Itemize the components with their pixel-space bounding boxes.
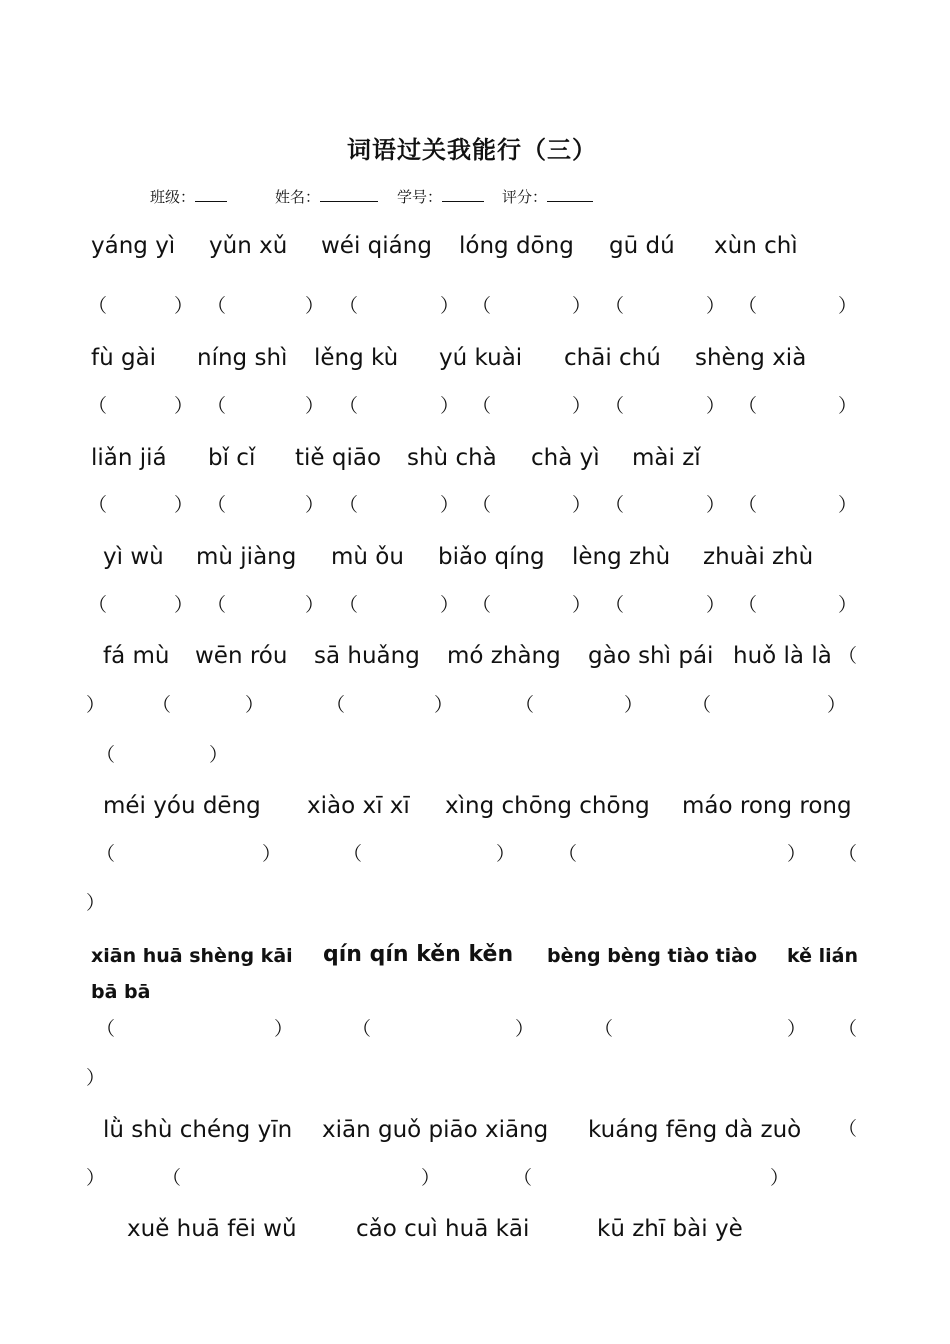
answer-bracket-close: ） [245,694,265,716]
answer-bracket-open: （ [692,694,712,716]
answer-bracket-close: ） [838,395,858,417]
answer-bracket-close: ） [572,295,592,317]
answer-bracket-open: （ [738,594,758,616]
pinyin-word: gào shì pái [588,643,714,669]
answer-bracket-open: （ [472,295,492,317]
answer-bracket-open: （ [152,694,172,716]
answer-bracket-open: （ [605,295,625,317]
student-id-blank[interactable] [442,187,484,202]
answer-bracket-open: （ [838,843,858,865]
answer-bracket-close: ） [305,594,325,616]
pinyin-word: fù gài [91,345,157,371]
answer-bracket-close: ） [305,395,325,417]
answer-bracket-open: （ [207,494,227,516]
answer-bracket-open: （ [343,843,363,865]
answer-bracket-close: ） [434,694,454,716]
pinyin-word: lǜ shù chéng yīn [103,1117,293,1143]
pinyin-word: xiào xī xī [307,793,410,819]
pinyin-word: liǎn jiá [91,445,167,471]
pinyin-word: fá mù [103,643,170,669]
answer-bracket-close: ） [515,1018,535,1040]
name-field [275,186,378,207]
pinyin-word: shèng xià [695,345,807,371]
answer-bracket-open: （ [515,694,535,716]
answer-bracket-close: ） [86,1067,106,1089]
answer-bracket-close: ） [706,295,726,317]
answer-bracket-close: ） [827,694,847,716]
class-field [150,186,227,207]
answer-bracket-open: （ [513,1167,533,1189]
answer-bracket-open: （ [207,395,227,417]
answer-bracket-open: （ [339,295,359,317]
pinyin-word: mù ǒu [331,544,404,570]
answer-bracket-open: （ [738,494,758,516]
pinyin-word: gū dú [609,233,675,259]
pinyin-word: xuě huā fēi wǔ [127,1216,297,1242]
pinyin-word: xiān huā shèng kāi [91,945,293,967]
pinyin-word: lěng kù [314,345,399,371]
class-blank[interactable] [195,187,227,202]
pinyin-word: bèng bèng tiào tiào [547,945,758,967]
pinyin-word: yú kuài [439,345,523,371]
answer-bracket-close: ） [706,494,726,516]
pinyin-word: mó zhàng [447,643,561,669]
pinyin-word: tiě qiāo [295,445,382,471]
answer-bracket-open: （ [88,494,108,516]
answer-bracket-open: （ [88,295,108,317]
answer-bracket-close: ） [86,1167,106,1189]
answer-bracket-open: （ [738,395,758,417]
pinyin-word: mài zǐ [632,445,701,471]
pinyin-word: yǔn xǔ [209,233,288,259]
pinyin-word: mù jiàng [196,544,297,570]
pinyin-word: kuáng fēng dà zuò [588,1117,802,1143]
pinyin-word: xìng chōng chōng [445,793,650,819]
answer-bracket-close: ） [787,1018,807,1040]
answer-bracket-close: ） [440,594,460,616]
answer-bracket-open: （ [339,594,359,616]
answer-bracket-open: （ [96,843,116,865]
pinyin-word: kě lián [787,945,858,967]
answer-bracket-close: ） [305,295,325,317]
answer-bracket-open: （ [352,1018,372,1040]
class-label: 班级： [150,188,196,206]
answer-bracket-open: （ [96,744,116,766]
pinyin-word: qín qín kěn kěn [323,942,514,967]
answer-bracket-close: ） [706,594,726,616]
page-title: 词语过关我能行（三） [347,136,597,164]
answer-bracket-close: ） [174,594,194,616]
pinyin-word: kū zhī bài yè [597,1216,743,1242]
answer-bracket-close: ） [624,694,644,716]
answer-bracket-open: （ [207,594,227,616]
pinyin-word: wéi qiáng [321,233,432,259]
answer-bracket-close: ） [174,395,194,417]
answer-bracket-close: ） [838,594,858,616]
answer-bracket-close: ） [174,494,194,516]
answer-bracket-close: ） [86,892,106,914]
pinyin-word: chāi chú [564,345,661,371]
answer-bracket-close: ） [440,395,460,417]
pinyin-word: chà yì [531,445,600,471]
pinyin-word: biǎo qíng [438,544,545,570]
answer-bracket-close: ） [770,1167,790,1189]
pinyin-word: yáng yì [91,233,176,259]
pinyin-word: cǎo cuì huā kāi [356,1216,530,1242]
answer-bracket-open: （ [472,594,492,616]
answer-bracket-open: （ [838,645,858,667]
answer-bracket-open: （ [838,1018,858,1040]
pinyin-word: yì wù [103,544,164,570]
answer-bracket-close: ） [305,494,325,516]
answer-bracket-close: ） [787,843,807,865]
student-id-field [397,186,484,207]
name-label: 姓名： [275,188,321,206]
answer-bracket-close: ） [706,395,726,417]
answer-bracket-open: （ [605,594,625,616]
answer-bracket-open: （ [594,1018,614,1040]
pinyin-word: shù chà [407,445,497,471]
answer-bracket-open: （ [88,594,108,616]
score-field [502,186,593,207]
score-label: 评分： [502,188,548,206]
pinyin-word: huǒ là là [733,643,832,669]
pinyin-word: sā huǎng [314,643,420,669]
pinyin-word: lóng dōng [459,233,574,259]
answer-bracket-close: ） [440,295,460,317]
answer-bracket-open: （ [162,1167,182,1189]
answer-bracket-open: （ [96,1018,116,1040]
answer-bracket-close: ） [262,843,282,865]
answer-bracket-open: （ [339,494,359,516]
answer-bracket-close: ） [421,1167,441,1189]
pinyin-word: zhuài zhù [703,544,814,570]
pinyin-word: lèng zhù [572,544,671,570]
pinyin-word: bǐ cǐ [208,445,256,471]
answer-bracket-open: （ [88,395,108,417]
answer-bracket-open: （ [558,843,578,865]
answer-bracket-open: （ [207,295,227,317]
student-id-label: 学号： [397,188,443,206]
answer-bracket-open: （ [472,494,492,516]
pinyin-word: méi yóu dēng [103,793,261,819]
answer-bracket-open: （ [326,694,346,716]
answer-bracket-close: ） [174,295,194,317]
pinyin-word: máo rong rong [682,793,852,819]
answer-bracket-close: ） [838,295,858,317]
pinyin-word: xùn chì [714,233,798,259]
answer-bracket-close: ） [86,694,106,716]
answer-bracket-close: ） [209,744,229,766]
answer-bracket-open: （ [339,395,359,417]
pinyin-word: níng shì [197,345,288,371]
answer-bracket-open: （ [472,395,492,417]
answer-bracket-close: ） [274,1018,294,1040]
answer-bracket-open: （ [838,1118,858,1140]
answer-bracket-close: ） [496,843,516,865]
answer-bracket-close: ） [572,395,592,417]
pinyin-word: bā bā [91,981,151,1003]
score-blank[interactable] [547,187,593,202]
answer-bracket-close: ） [838,494,858,516]
pinyin-word: xiān guǒ piāo xiāng [322,1117,549,1143]
answer-bracket-close: ） [572,494,592,516]
answer-bracket-open: （ [605,395,625,417]
name-blank[interactable] [320,187,378,202]
pinyin-word: wēn róu [195,643,288,669]
answer-bracket-close: ） [440,494,460,516]
answer-bracket-open: （ [605,494,625,516]
answer-bracket-open: （ [738,295,758,317]
answer-bracket-close: ） [572,594,592,616]
